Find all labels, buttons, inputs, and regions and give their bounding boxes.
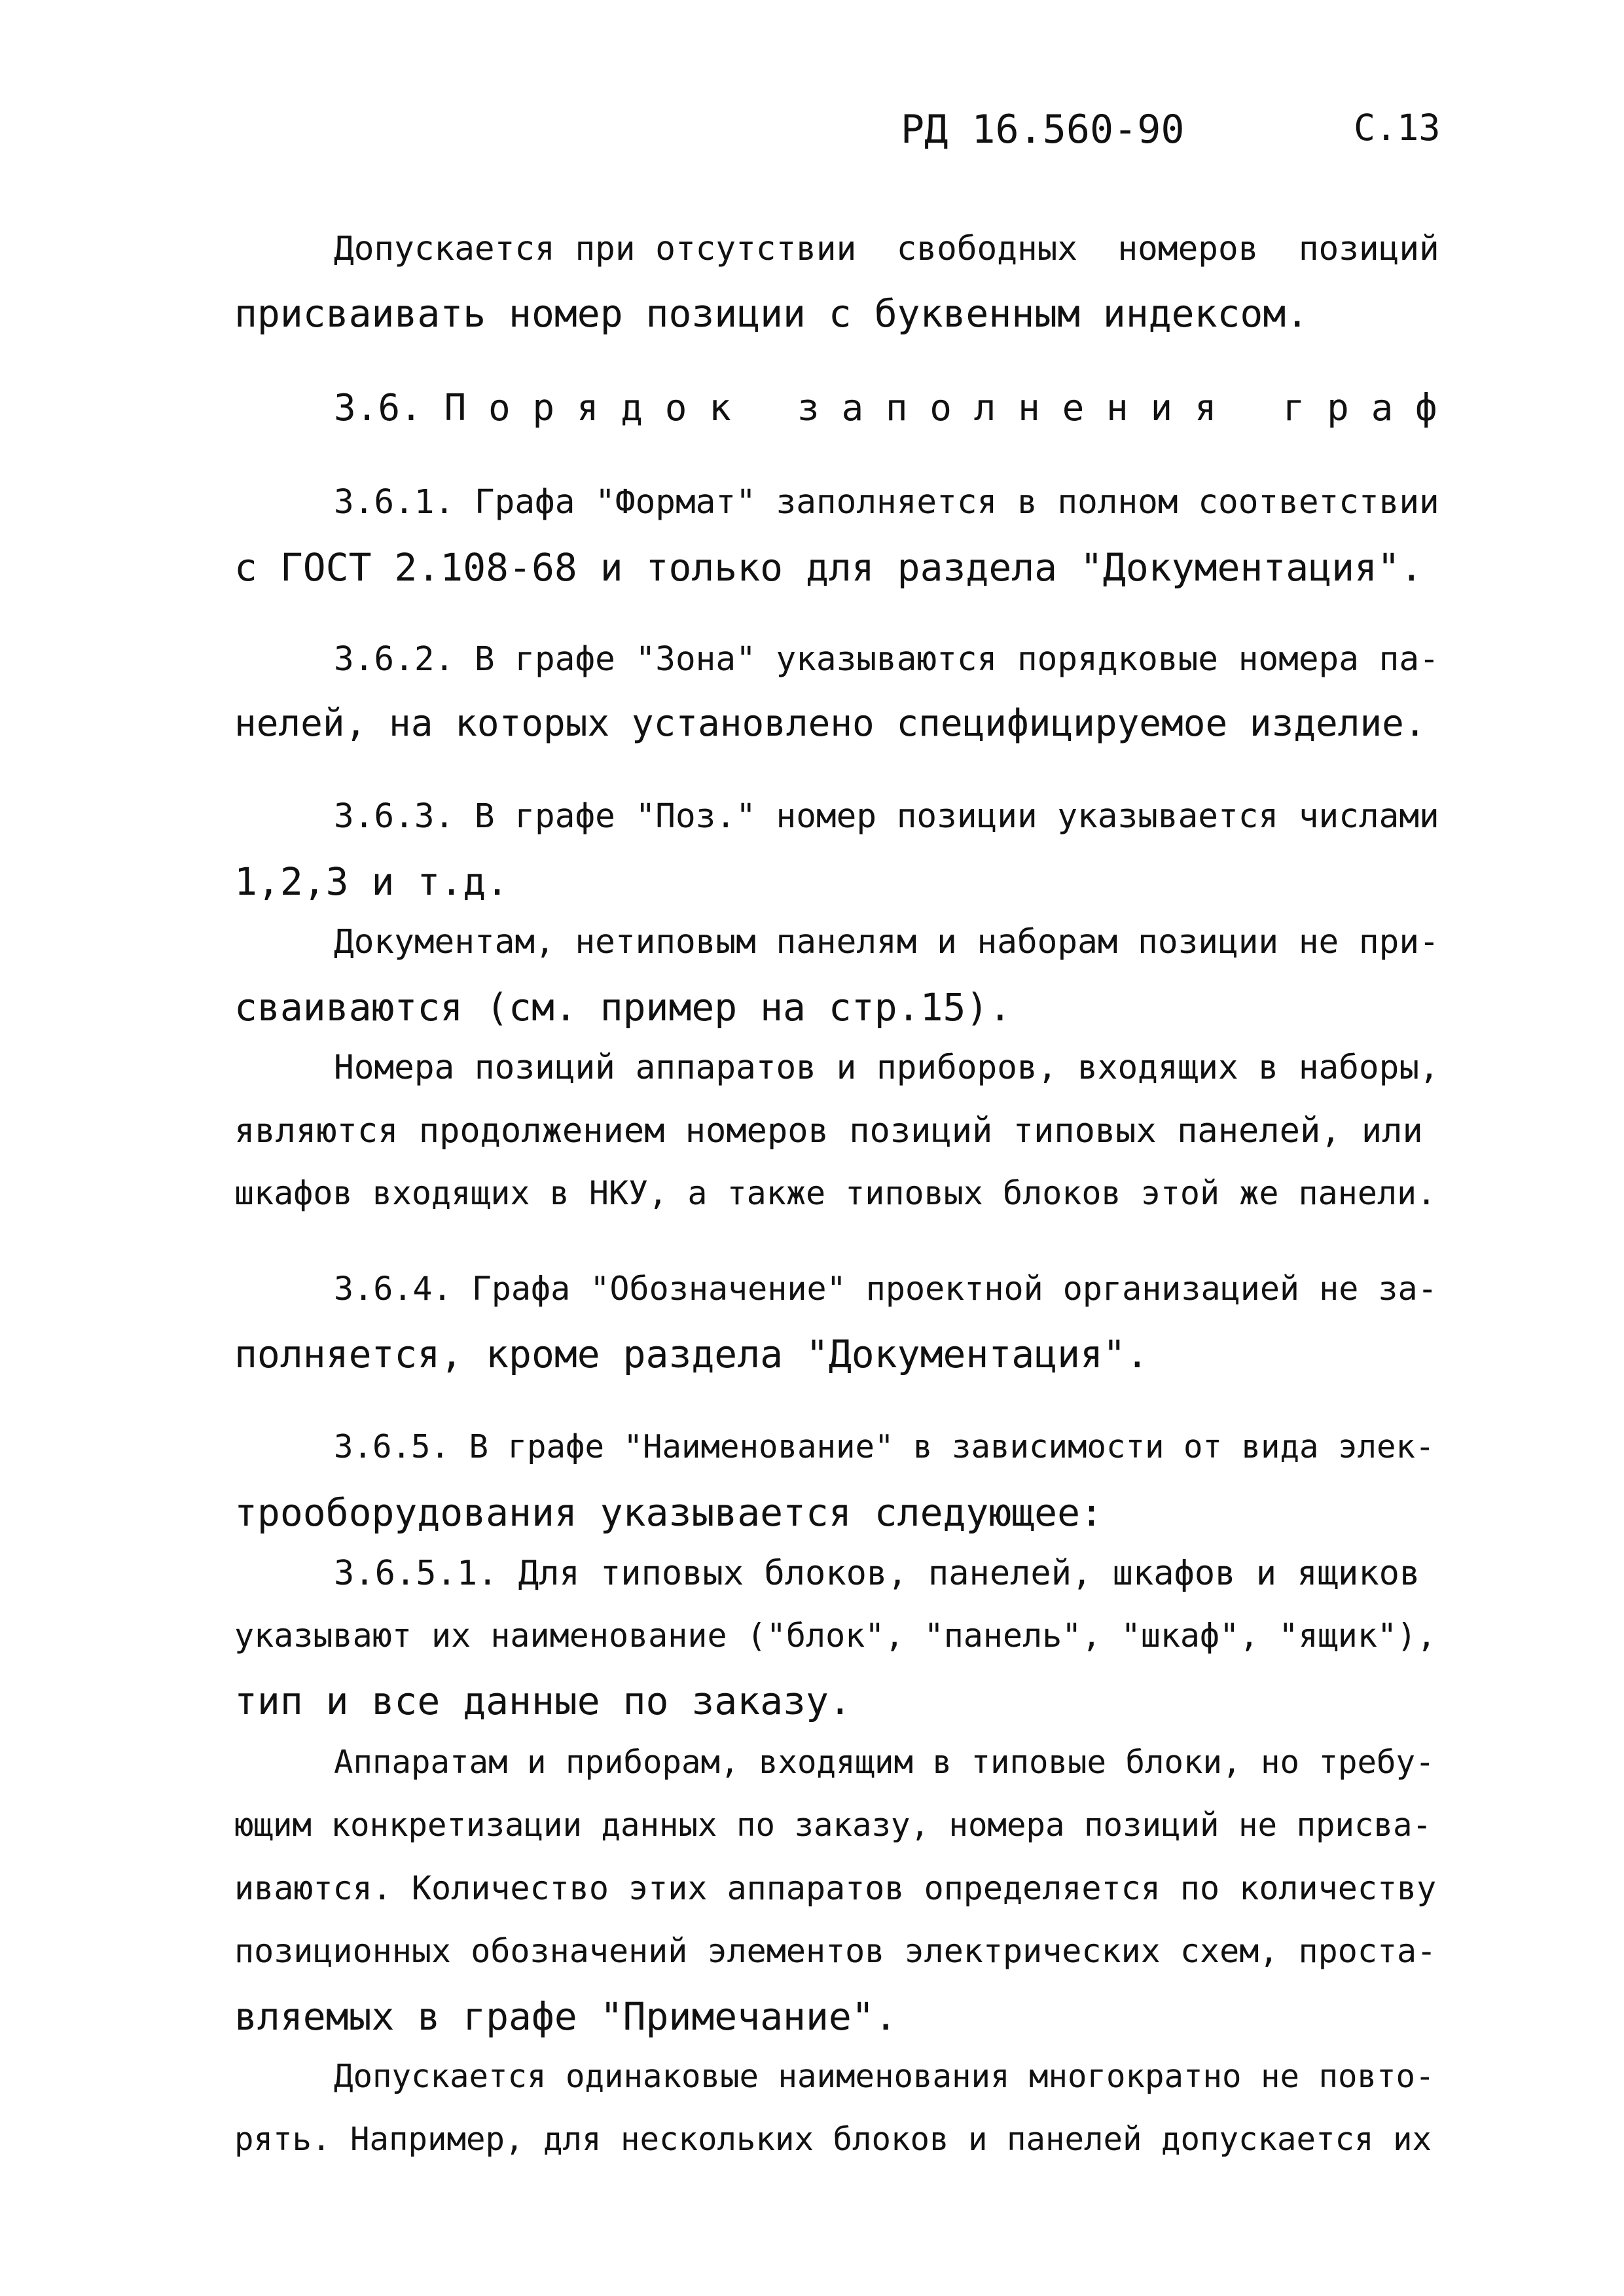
text-line: позиционных обозначений элементов электрических схем, проста- (234, 1932, 1437, 1970)
text-line: тип и все данные по заказу. (234, 1679, 852, 1723)
text-line: шкафов входящих в НКУ, а также типовых блоков этой же панели. (234, 1174, 1437, 1212)
text-line: 3.6.1. Графа "Формат" заполняется в полном соответствии (334, 483, 1439, 522)
text-line: 3.6.3. В графе "Поз." номер позиции указывается числами (334, 797, 1439, 836)
text-line: Допускается одинаковые наименования многократно не повто- (334, 2058, 1435, 2095)
text-line: Аппаратам и приборам, входящим в типовые блоки, но требу- (334, 1744, 1435, 1781)
text-line: Допускается при отсутствии свободных номеров позиций (334, 230, 1439, 268)
text-line: полняется, кроме раздела "Документация". (234, 1332, 1149, 1376)
text-line: 3.6.2. В графе "Зона" указываются порядковые номера па- (334, 640, 1439, 679)
page-number: С.13 (1354, 107, 1441, 149)
text-line: трооборудования указывается следующее: (234, 1490, 1103, 1535)
text-line: Документам, нетиповым панелям и наборам позиции не при- (334, 923, 1439, 961)
text-line: 3.6.4. Графа "Обозначение" проектной организацией не за- (334, 1270, 1437, 1308)
text-line: 3.6.5.1. Для типовых блоков, панелей, шкафов и ящиков (334, 1554, 1420, 1593)
text-line: 3.6.5. В графе "Наименование" в зависимости от вида элек- (334, 1428, 1435, 1465)
document-code: РД 16.560-90 (901, 107, 1185, 152)
section-heading: 3.6. П о р я д о к з а п о л н е н и я г р а ф (334, 387, 1437, 429)
text-line: с ГОСТ 2.108-68 и только для раздела "Документация". (234, 545, 1423, 590)
text-line: вляемых в графе "Примечание". (234, 1994, 897, 2039)
text-line: нелей, на которых установлено специфицируемое изделие. (234, 702, 1426, 745)
text-line: сваиваются (см. пример на стр.15). (234, 985, 1012, 1030)
text-line: Номера позиций аппаратов и приборов, входящих в наборы, (334, 1049, 1439, 1087)
text-line: рять. Например, для нескольких блоков и панелей допускается их (234, 2121, 1432, 2158)
text-line: иваются. Количество этих аппаратов определяется по количеству (234, 1869, 1437, 1907)
text-line: ющим конкретизации данных по заказу, номера позиций не присва- (234, 1806, 1432, 1844)
text-line: указывают их наименование ("блок", "панель", "шкаф", "ящик"), (234, 1617, 1437, 1655)
text-line: 1,2,3 и т.д. (234, 859, 509, 904)
text-line: присваивать номер позиции с буквенным индексом. (234, 291, 1309, 336)
text-line: являются продолжением номеров позиций типовых панелей, или (234, 1111, 1423, 1151)
